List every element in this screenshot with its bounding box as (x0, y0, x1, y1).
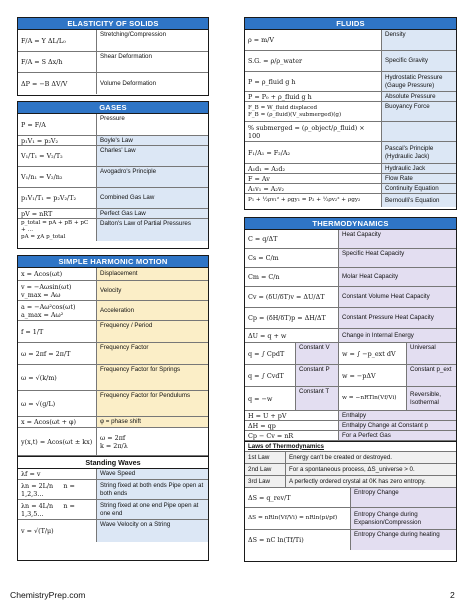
formula-cell: w = −nRTln(Vf/Vi) (338, 387, 406, 410)
formula-cell: x = Acos(ωt) (18, 268, 96, 280)
description-cell: Continuity Equation (381, 184, 456, 193)
laws-subheader: Laws of Thermodynamics (245, 442, 327, 451)
thermo-panel (244, 217, 457, 562)
description-cell: Frequency Factor for Pendulums (96, 391, 208, 416)
table-row (245, 411, 456, 421)
law-text: For a spontaneous process, ΔS_universe > 0. (285, 464, 456, 475)
table-row (245, 249, 456, 268)
description-cell: Avogadro's Principle (96, 167, 208, 187)
formula-cell: w = −pΔV (338, 365, 406, 386)
description-cell: Volume Deformation (96, 73, 208, 94)
table-row (245, 431, 456, 441)
table-row (245, 142, 456, 164)
description-cell: Frequency Factor for Springs (96, 365, 208, 390)
formula-cell: ω = √(g/L) (18, 391, 96, 416)
formula-cell: f = 1/T (18, 321, 96, 342)
table-row (18, 365, 208, 391)
formula-cell: ΔS = nRln(Vf/Vi) = nRln(pi/pf) (245, 508, 350, 529)
description-cell: Constant Volume Heat Capacity (338, 287, 456, 307)
table-row (18, 219, 208, 241)
description-cell: Frequency / Period (96, 321, 208, 342)
page-number: 2 (450, 590, 455, 600)
formula-cell: % submerged = (ρ_object/ρ_fluid) × 100 (245, 122, 381, 141)
table-row (245, 488, 456, 508)
table-row (245, 387, 456, 411)
table-row (18, 209, 208, 219)
table-row (245, 92, 456, 102)
table-row (245, 30, 456, 51)
description-cell: Pressure (96, 114, 208, 135)
description-cell: Entropy Change during Expansion/Compression (350, 508, 456, 529)
formula-cell: v = −Aωsin(ωt) v_max = Aω (18, 281, 96, 300)
formula-cell: ω = √(k/m) (18, 365, 96, 390)
description-cell: Molar Heat Capacity (338, 268, 456, 286)
formula-cell: Cs = C/m (245, 249, 338, 267)
formula-cell: F_B = W_fluid displaced F_B = (ρ_fluid)(V_submerged)(g) (245, 102, 381, 121)
description-cell: Change in Internal Energy (338, 329, 456, 342)
description-cell: Stretching/Compression (96, 30, 208, 51)
fluids-panel (244, 17, 457, 210)
description-cell: Enthalpy (338, 411, 456, 420)
formula-cell: P = ρ_fluid g h (245, 72, 381, 91)
table-row (18, 391, 208, 417)
description-cell: Entropy Change (350, 488, 456, 507)
description-cell: Heat Capacity (338, 230, 456, 248)
table-row (245, 329, 456, 343)
formula-cell: p_total = pA + pB + pC + … pA = χA p_total (18, 219, 96, 241)
table-row (245, 343, 456, 365)
formula-cell: A₁v₁ = A₂v₂ (245, 184, 381, 193)
table-row (245, 102, 456, 122)
description-cell: Reversible, Isothermal (406, 387, 456, 410)
gases-header: GASES (18, 102, 208, 114)
gases-panel (17, 101, 209, 249)
condition-cell: Constant P (295, 365, 338, 386)
formula-cell: ΔH = qp (245, 421, 338, 430)
formula-cell: pV = nRT (18, 209, 96, 218)
formula-cell: y(x,t) = Acos(ωt ± kx) (18, 428, 96, 455)
description-cell: Specific Gravity (381, 51, 456, 71)
description-cell: Acceleration (96, 301, 208, 320)
formula-cell: p₁V₁/T₁ = p₂V₂/T₂ (18, 188, 96, 208)
description-cell: Flow Rate (381, 174, 456, 183)
formula-cell: Cp − Cv = nR (245, 431, 338, 440)
table-row (245, 184, 456, 194)
formula-cell: P₁ + ½ρv₁² + ρgy₁ = P₂ + ½ρv₂² + ρgy₂ (245, 194, 381, 207)
formula-cell: v = √(T/μ) (18, 520, 96, 542)
formula-cell: a = −Aω²cos(ωt) a_max = Aω² (18, 301, 96, 320)
table-row (18, 301, 208, 321)
table-row (245, 230, 456, 249)
table-row (245, 287, 456, 308)
formula-cell: q = ∫ CpdT (245, 343, 295, 364)
law-label: 2nd Law (245, 464, 285, 475)
table-row (245, 452, 456, 464)
formula-cell: Cp = (δH/δT)p = ΔH/ΔT (245, 308, 338, 328)
footer-site: ChemistryPrep.com (10, 590, 86, 600)
table-row (245, 51, 456, 72)
description-cell: String fixed at both ends Pipe open at both ends (96, 480, 208, 499)
table-row (245, 530, 456, 550)
formula-cell: F = Av (245, 174, 381, 183)
description-cell: Buoyancy Force (381, 102, 456, 121)
formula-cell: A₁d₁ = A₂d₂ (245, 164, 381, 173)
description-cell: Hydrostatic Pressure (Gauge Pressure) (381, 72, 456, 91)
table-row (245, 194, 456, 207)
shm-header: SIMPLE HARMONIC MOTION (18, 256, 208, 268)
description-cell: Constant Pressure Heat Capacity (338, 308, 456, 328)
formula-cell: ω = 2πf = 2π/T (18, 343, 96, 364)
description-cell: Displacement (96, 268, 208, 280)
table-row (18, 188, 208, 209)
description-cell: Universal (406, 343, 456, 364)
formula-cell: ρ = m/V (245, 30, 381, 50)
table-row (18, 417, 208, 428)
thermo-header: THERMODYNAMICS (245, 218, 456, 230)
table-row (18, 281, 208, 301)
law-label: 1st Law (245, 452, 285, 463)
formula-cell: C = q/ΔT (245, 230, 338, 248)
laws-subheader-row (245, 441, 456, 452)
table-row (18, 73, 208, 94)
formula-cell: P = P₀ + ρ_fluid g h (245, 92, 381, 101)
formula-cell: λn = 4L/n n = 1,3,5… (18, 500, 96, 519)
table-row (18, 343, 208, 365)
formula-cell: P = F/A (18, 114, 96, 135)
table-row (245, 268, 456, 287)
table-row (245, 508, 456, 530)
table-row (245, 464, 456, 476)
shm-panel (17, 255, 209, 561)
table-row (18, 480, 208, 500)
condition-cell: Constant T (295, 387, 338, 410)
formula-cell: V₁/T₁ = V₂/T₂ (18, 146, 96, 166)
condition-cell: Constant V (295, 343, 338, 364)
description-cell: Dalton's Law of Partial Pressures (96, 219, 208, 241)
description-cell: Wave Velocity on a String (96, 520, 208, 542)
table-row (18, 268, 208, 281)
table-row (18, 321, 208, 343)
formula-cell: H = U + pV (245, 411, 338, 420)
table-row (18, 146, 208, 167)
table-row (245, 174, 456, 184)
description-cell: Bernoulli's Equation (381, 194, 456, 207)
description-cell: Charles' Law (96, 146, 208, 166)
table-row (245, 476, 456, 488)
table-row (18, 520, 208, 542)
formula-cell: λf = v (18, 469, 96, 479)
description-cell: For a Perfect Gas (338, 431, 456, 440)
description-cell: Combined Gas Law (96, 188, 208, 208)
description-cell: ω = 2πf k = 2π/λ (96, 428, 208, 455)
formula-cell: S.G. = ρ/ρ_water (245, 51, 381, 71)
law-label: 3rd Law (245, 476, 285, 487)
elasticity-panel (17, 17, 209, 96)
formula-cell: q = −w (245, 387, 295, 410)
table-row (18, 136, 208, 146)
description-cell (381, 122, 456, 141)
description-cell: Pascal's Principle (Hydraulic Jack) (381, 142, 456, 163)
table-row (18, 30, 208, 52)
table-row (18, 52, 208, 73)
description-cell: Wave Speed (96, 469, 208, 479)
formula-cell: Cm = C/n (245, 268, 338, 286)
standing-waves-subheader: Standing Waves (18, 456, 208, 469)
formula-cell: ΔS = q_rev/T (245, 488, 350, 507)
description-cell: Constant p_ext (406, 365, 456, 386)
formula-cell: x = Acos(ωt + φ) (18, 417, 96, 427)
table-row (18, 114, 208, 136)
table-row (245, 365, 456, 387)
table-row (18, 500, 208, 520)
table-row (245, 122, 456, 142)
formula-cell: w = ∫ −p_ext dV (338, 343, 406, 364)
description-cell: Entropy Change during heating (350, 530, 456, 550)
formula-cell: q = ∫ CvdT (245, 365, 295, 386)
description-cell: Absolute Pressure (381, 92, 456, 101)
description-cell: Hydraulic Jack (381, 164, 456, 173)
description-cell: Density (381, 30, 456, 50)
table-row (245, 421, 456, 431)
description-cell: Velocity (96, 281, 208, 300)
formula-cell: p₁V₁ = p₂V₂ (18, 136, 96, 145)
fluids-header: FLUIDS (245, 18, 456, 30)
description-cell: Perfect Gas Law (96, 209, 208, 218)
description-cell: String fixed at one end Pipe open at one end (96, 500, 208, 519)
formula-cell: V₁/n₁ = V₂/n₂ (18, 167, 96, 187)
formula-cell: ΔU = q + w (245, 329, 338, 342)
formula-cell: F/A = Y ΔL/L₀ (18, 30, 96, 51)
table-row (245, 72, 456, 92)
formula-cell: F/A = S Δx/h (18, 52, 96, 72)
formula-cell: ΔS = nC ln(Tf/Ti) (245, 530, 350, 550)
formula-cell: ΔP = −B ΔV/V (18, 73, 96, 94)
law-text: A perfectly ordered crystal at 0K has zero entropy. (285, 476, 456, 487)
description-cell: Shear Deformation (96, 52, 208, 72)
formula-cell: λn = 2L/n n = 1,2,3… (18, 480, 96, 499)
description-cell: Specific Heat Capacity (338, 249, 456, 267)
formula-cell: Cv = (δU/δT)v = ΔU/ΔT (245, 287, 338, 307)
formula-cell: F₁/A₁ = F₂/A₂ (245, 142, 381, 163)
description-cell: φ = phase shift (96, 417, 208, 427)
description-cell: Frequency Factor (96, 343, 208, 364)
law-text: Energy can't be created or destroyed. (285, 452, 456, 463)
description-cell: Boyle's Law (96, 136, 208, 145)
table-row (18, 469, 208, 480)
elasticity-header: ELASTICITY OF SOLIDS (18, 18, 208, 30)
table-row (245, 164, 456, 174)
description-cell: Enthalpy Change at Constant p (338, 421, 456, 430)
table-row (245, 308, 456, 329)
table-row (18, 167, 208, 188)
table-row (18, 428, 208, 456)
